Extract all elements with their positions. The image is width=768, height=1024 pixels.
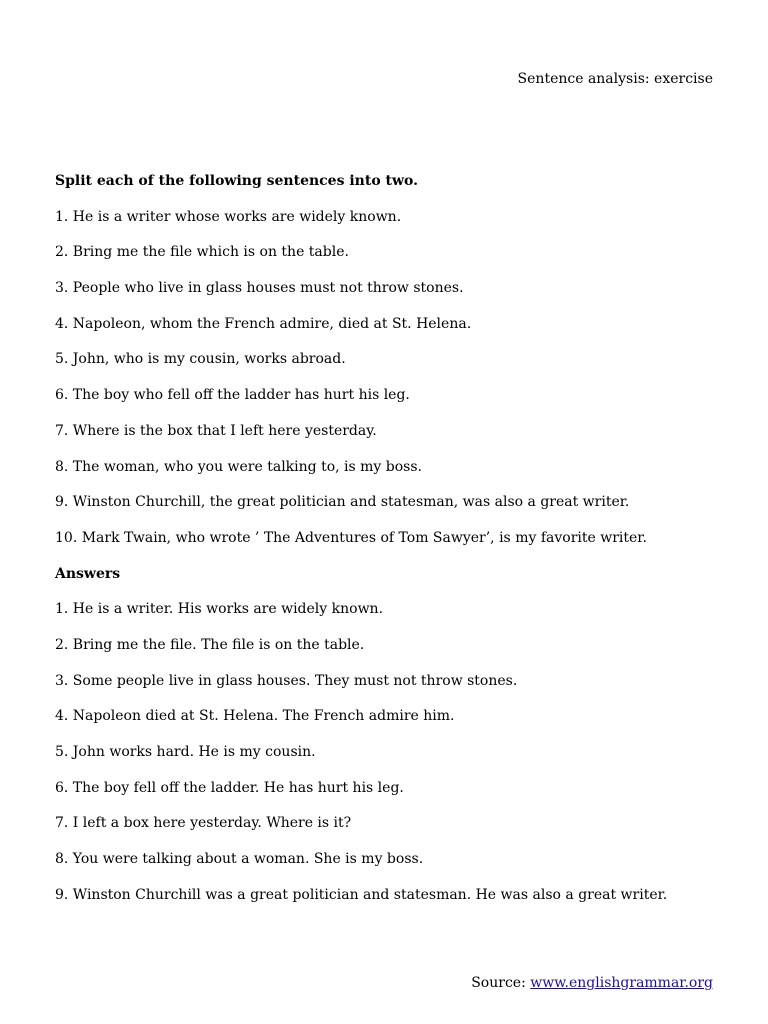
answer-item: 1. He is a writer. His works are widely known.: [55, 601, 384, 618]
exercise-item: 10. Mark Twain, who wrote ’ The Adventures of Tom Sawyer’, is my favorite writer.: [55, 529, 647, 546]
exercise-item: 8. The woman, who you were talking to, is my boss.: [55, 458, 422, 475]
source-footer: [471, 973, 713, 993]
answer-item: 9. Winston Churchill was a great politician and statesman. He was also a great writer.: [55, 886, 668, 903]
answer-item: 6. The boy fell off the ladder. He has hurt his leg.: [55, 779, 404, 796]
answer-item: 5. John works hard. He is my cousin.: [55, 744, 316, 760]
page-title: Sentence analysis: exercise: [517, 71, 713, 87]
answer-item: 4. Napoleon died at St. Helena. The French admire him.: [55, 708, 455, 725]
exercise-item: 9. Winston Churchill, the great politician and statesman, was also a great writer.: [55, 494, 630, 511]
exercise-item: 5. John, who is my cousin, works abroad.: [55, 351, 346, 368]
exercise-item: 7. Where is the box that I left here yesterday.: [55, 422, 377, 439]
document-body: [55, 171, 735, 920]
exercise-item: 4. Napoleon, whom the French admire, died at St. Helena.: [55, 315, 472, 332]
exercise-item: 2. Bring me the file which is on the table.: [55, 244, 349, 261]
answer-item: 7. I left a box here yesterday. Where is it?: [55, 815, 352, 832]
answers-heading: Answers: [55, 565, 121, 582]
exercise-item: 3. People who live in glass houses must not throw stones.: [55, 280, 464, 297]
source-link[interactable]: www.englishgrammar.org: [530, 975, 713, 991]
exercise-item: 1. He is a writer whose works are widely known.: [55, 208, 402, 225]
answer-item: 2. Bring me the file. The file is on the table.: [55, 636, 365, 653]
exercise-item: 6. The boy who fell off the ladder has hurt his leg.: [55, 387, 410, 404]
exercise-instruction: Split each of the following sentences into two.: [55, 173, 419, 189]
answer-item: 8. You were talking about a woman. She is my boss.: [55, 851, 424, 868]
answer-item: 3. Some people live in glass houses. They must not throw stones.: [55, 672, 518, 689]
source-label: Source:: [471, 975, 531, 991]
